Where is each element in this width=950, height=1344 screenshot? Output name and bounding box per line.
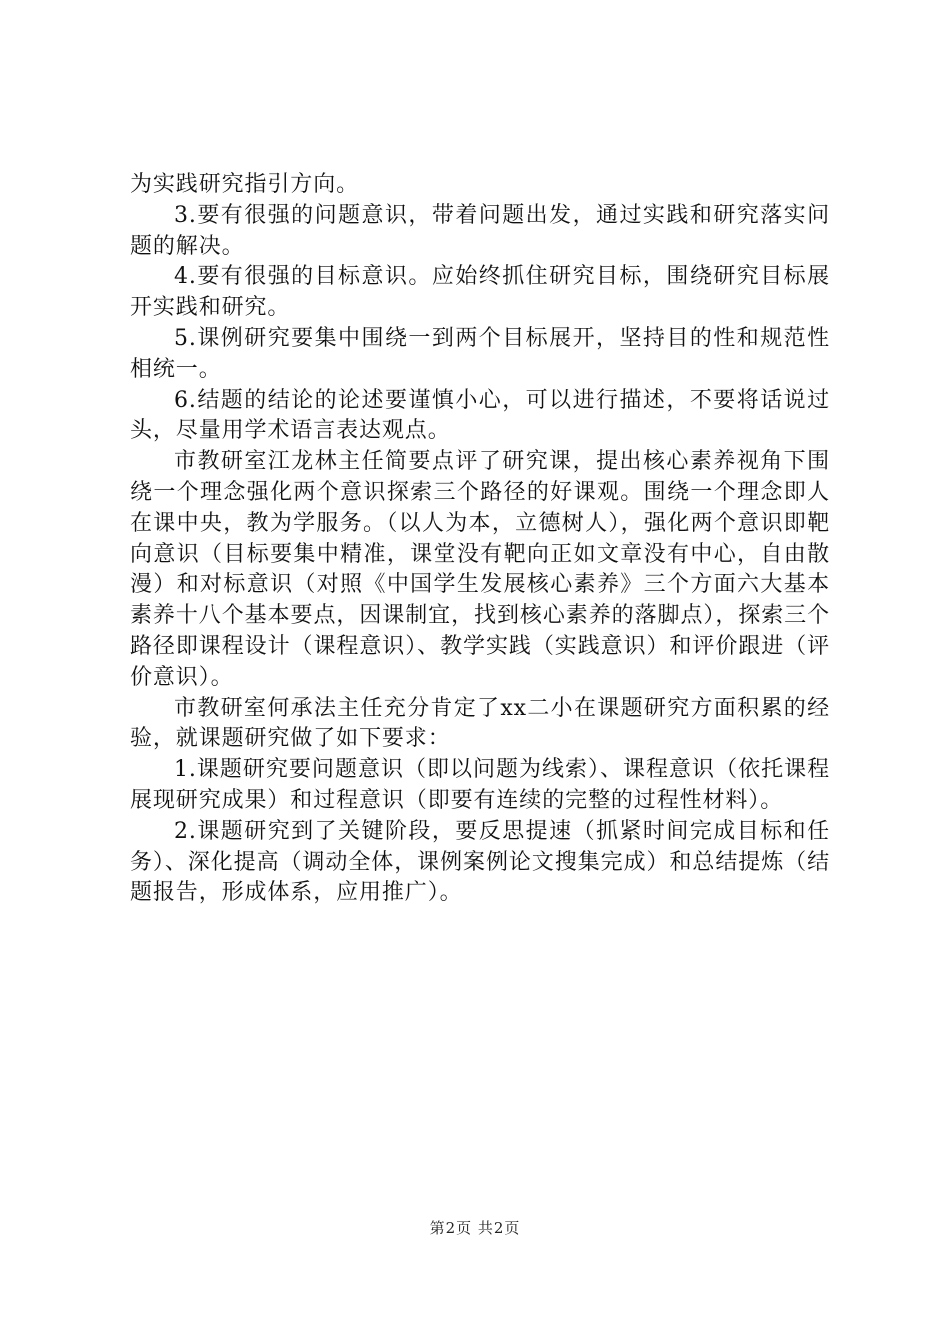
paragraph-he-comment: 市教研室何承法主任充分肯定了xx二小在课题研究方面积累的经验，就课题研究做了如下要求： [130, 695, 830, 752]
paragraph-item-5: 5.课例研究要集中围绕一到两个目标展开，坚持目的性和规范性相统一。 [130, 325, 830, 382]
paragraph-item-6: 6.结题的结论的论述要谨慎小心，可以进行描述，不要将话说过头，尽量用学术语言表达观点。 [130, 387, 830, 444]
paragraph-continuation: 为实践研究指引方向。 [130, 172, 360, 197]
document-body [130, 170, 830, 909]
paragraph-requirement-1: 1.课题研究要问题意识（即以问题为线索）、课程意识（依托课程展现研究成果）和过程意识（即要有连续的完整的过程性材料）。 [130, 757, 830, 813]
paragraph-jiang-comment: 市教研室江龙林主任简要点评了研究课，提出核心素养视角下围绕一个理念强化两个意识探索三个路径的好课观。围绕一个理念即人在课中央，教为学服务。（以人为本，立德树人），强化两个意识即靶向意识（目标要集中精准，课堂没有靶向正如文章没有中心，自由散漫）和对标意识（对照《中国学生发展核心素养》三个方面六大基本素养十八个基本要点，因课制宜，找到核心素养的落脚点），探索三个路径即课程设计（课程意识）、教学实践（实践意识）和评价跟进（评价意识）。 [130, 449, 830, 690]
paragraph-item-4: 4.要有很强的目标意识。应始终抓住研究目标，围绕研究目标展开实践和研究。 [130, 264, 830, 321]
page-footer: 第2页 共2页 [429, 1219, 521, 1237]
paragraph-requirement-2: 2.课题研究到了关键阶段，要反思提速（抓紧时间完成目标和任务）、深化提高（调动全体，课例案例论文搜集完成）和总结提炼（结题报告，形成体系，应用推广）。 [130, 818, 830, 906]
paragraph-item-3: 3.要有很强的问题意识，带着问题出发，通过实践和研究落实问题的解决。 [130, 202, 830, 259]
